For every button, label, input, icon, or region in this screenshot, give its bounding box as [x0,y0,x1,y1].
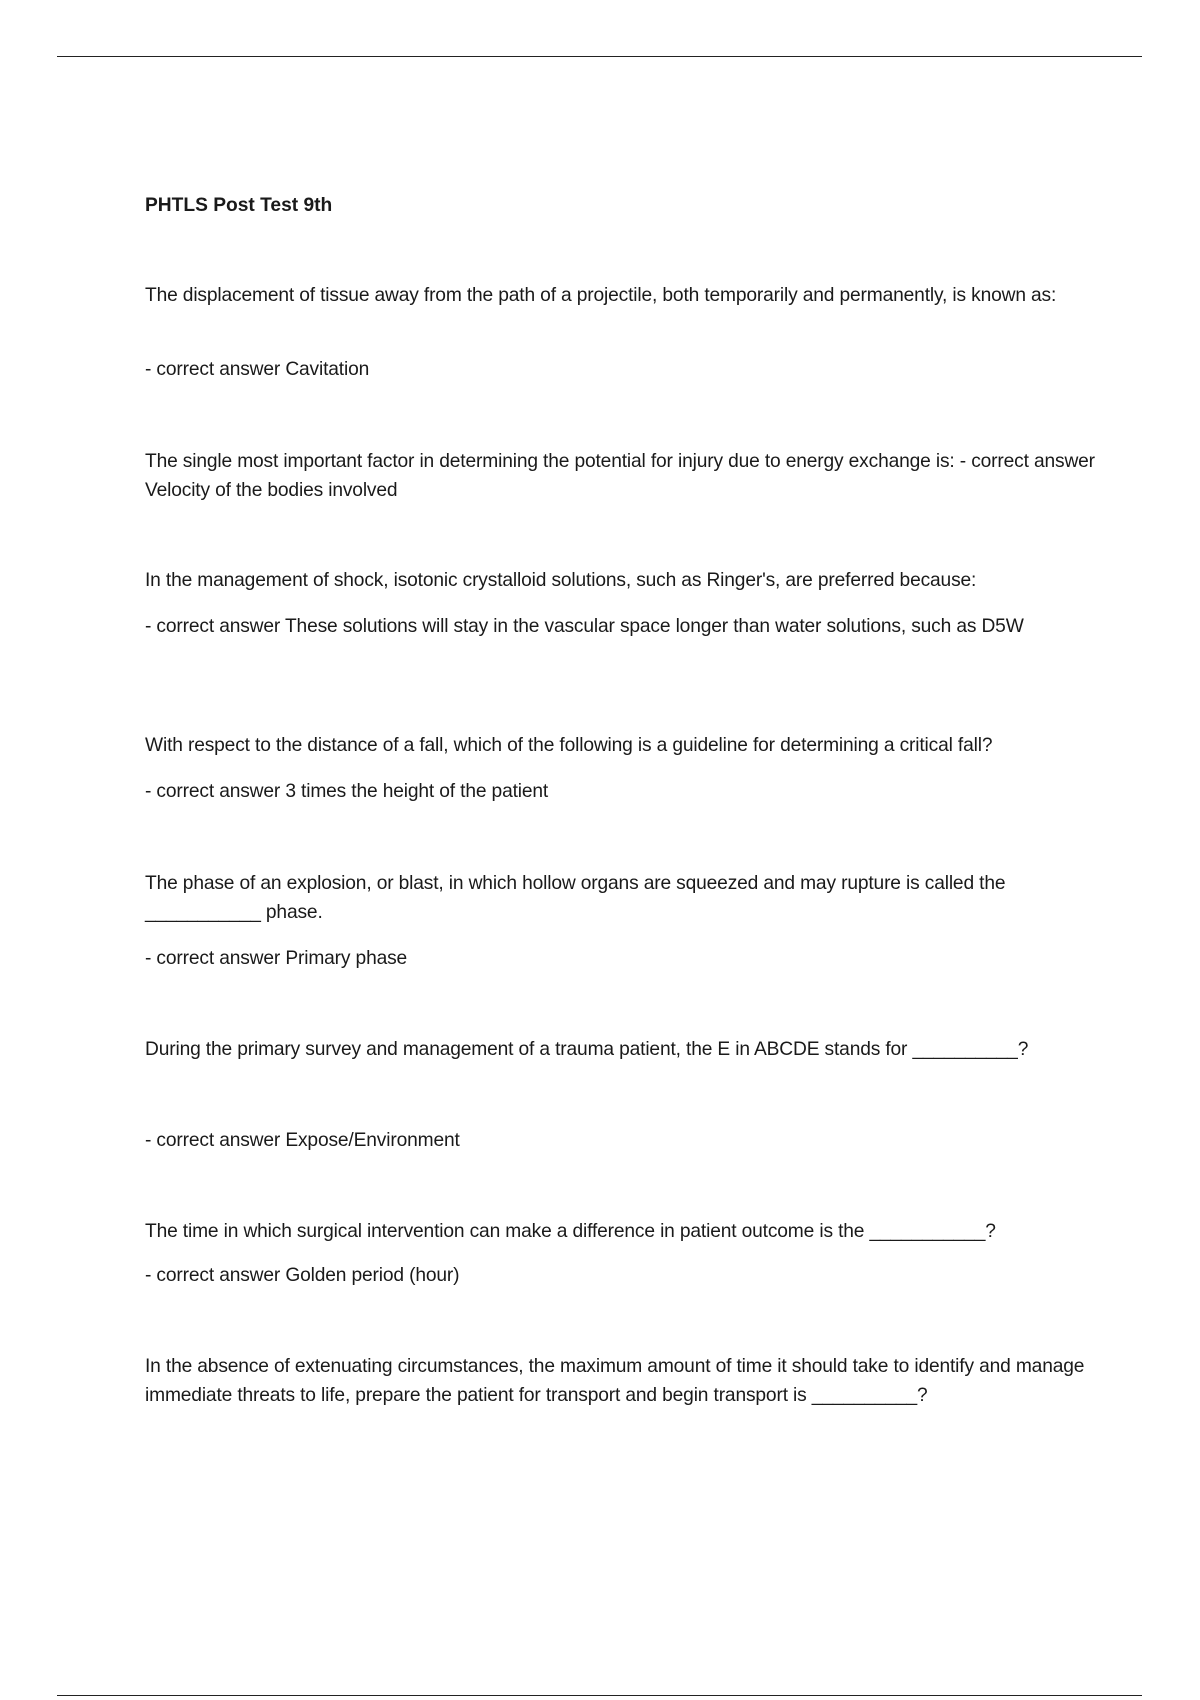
question-2: The single most important factor in determining the potential for injury due to energy exchange is: - correct answer Velocity of the bodies involved [145,451,1095,501]
answer-7: - correct answer Golden period (hour) [145,1265,460,1286]
top-rule [57,56,1142,57]
bottom-rule [57,1695,1142,1696]
question-5: The phase of an explosion, or blast, in which hollow organs are squeezed and may rupture is called the ___________ phase. [145,873,1006,923]
answer-5: - correct answer Primary phase [145,948,408,969]
answer-4: - correct answer 3 times the height of the patient [145,781,549,802]
question-8: In the absence of extenuating circumstances, the maximum amount of time it should take to identify and manage immediate threats to life, prepare the patient for transport and begin transport is __________? [145,1356,1085,1406]
question-6: During the primary survey and management of a trauma patient, the E in ABCDE stands for __________? [145,1039,1029,1060]
question-7: The time in which surgical intervention can make a difference in patient outcome is the ___________? [145,1221,996,1242]
question-3: In the management of shock, isotonic crystalloid solutions, such as Ringer's, are preferred because: [145,570,977,591]
question-4: With respect to the distance of a fall, which of the following is a guideline for determining a critical fall? [145,735,993,756]
document-title: PHTLS Post Test 9th [145,195,333,216]
answer-1: - correct answer Cavitation [145,359,370,380]
question-1: The displacement of tissue away from the path of a projectile, both temporarily and permanently, is known as: [145,285,1057,306]
answer-6: - correct answer Expose/Environment [145,1130,460,1151]
answer-3: - correct answer These solutions will stay in the vascular space longer than water solutions, such as D5W [145,616,1024,637]
